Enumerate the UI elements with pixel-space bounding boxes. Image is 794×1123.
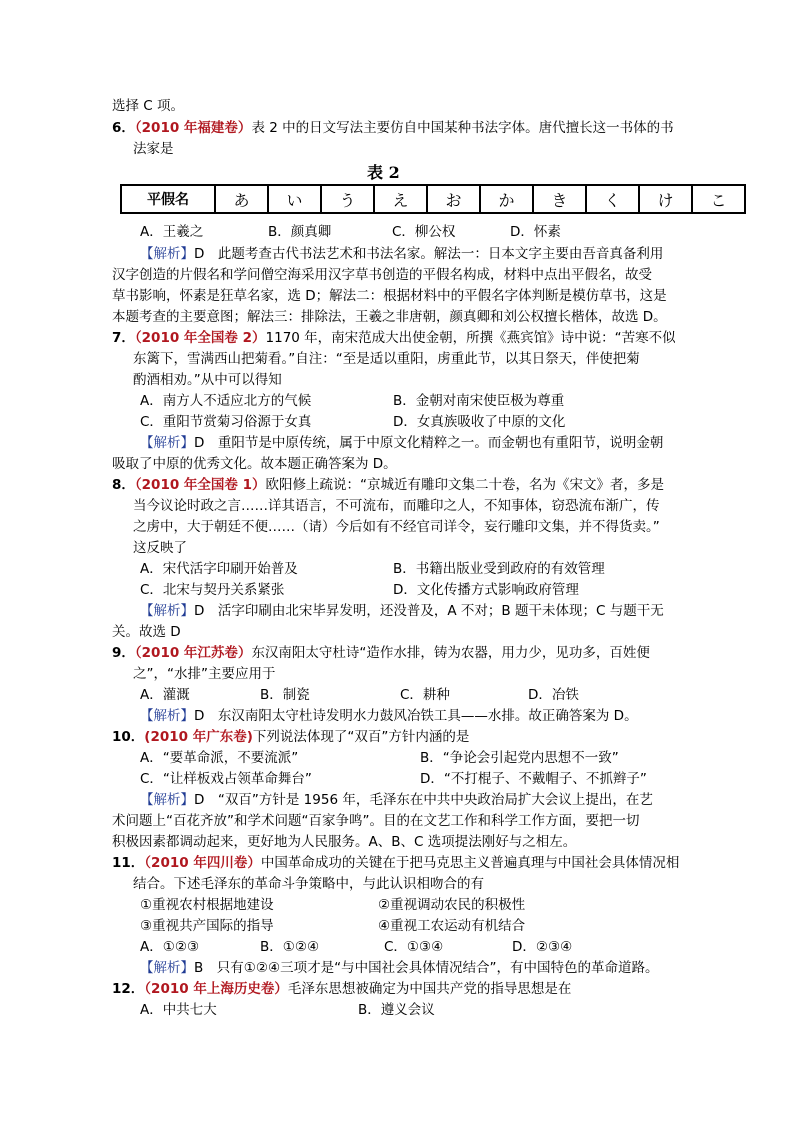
kana-header: 平假名 [147,192,189,208]
kana-cell: あ [215,185,268,213]
q11-analysis: 【解析】B 只有①②④三项才是“与中国社会具体情况结合”，有中国特色的革命道路。 [140,960,659,976]
q6-analysis: 【解析】D 此题考查古代书法艺术和书法名家。解法一：日本文字主要由吾音真备利用 [140,246,664,262]
source-tag: （2010 年江苏卷） [134,645,252,661]
kana-table [120,184,746,214]
question-7: 7．（2010 年全国卷 2）1170 年，南宋范成大出使金朝，所撰《燕宾馆》诗中说：“苦寒不似 [112,330,676,346]
kana-cell: く [586,185,639,213]
kana-cell: え [374,185,427,213]
prev-answer-tail: 选择 C 项。 [112,98,185,114]
source-tag: （2010 年上海历史卷） [144,981,288,997]
source-tag: （2010 年四川卷） [144,855,261,871]
kana-cell: こ [692,185,745,213]
question-11: 11．（2010 年四川卷）中国革命成功的关键在于把马克思主义普遍真理与中国社会具体情况相 [112,855,680,871]
question-9: 9．（2010 年江苏卷）东汉南阳太守杜诗“造作水排，铸为农器，用力少，见功多，百姓便 [112,645,650,661]
kana-cell: け [639,185,692,213]
q8-analysis: 【解析】D 活字印刷由北宋毕昇发明，还没普及，A 不对；B 题干未体现；C 与题干无 [140,603,664,619]
q10-analysis: 【解析】D “双百”方针是 1956 年，毛泽东在中共中央政治局扩大会议上提出，在艺 [140,792,653,808]
question-8: 8．（2010 年全国卷 1）欧阳修上疏说：“京城近有雕印文集二十卷，名为《宋文》者，多是 [112,477,665,493]
exam-page: 选择 C 项。 6．（2010 年福建卷）表 2 中的日文写法主要仿自中国某种书法字体。唐代擅长这一书体的书 法家是 表 2 平假名 あ い う え お か き く け こ A．王羲之 B．颜真卿 C．柳公权 D．怀素 【解析】D 此题考查古代书法艺术和书法名家。解法一：日本文字主要由吾音真备利用 汉字创造的片假名和学问僧空海采用汉字草书创造的平假名构成，材料中点出平假名，故受 草书影响，怀素是狂草名家，选 D；解法二：根据材料中的平假名字体判断是模仿草书，这是 本题考查的主要意图；解法三：排除法，王羲之非唐朝，颜真卿和刘公权擅长楷体，故选 D。 7．（2010 年全国卷 2）1170 年，南宋范成大出使金朝，所撰《燕宾馆》诗中说：“苦寒不似 东篱下，雪满西山把菊看。”自注：“至是适以重阳，虏重此节，以其日祭天，伴使把菊 酌酒相劝。”从中可以得知 A．南方人不适应北方的气候 B．金朝对南宋使臣极为尊重 C．重阳节赏菊习俗源于女真 D．女真族吸收了中原的文化 【解析】D 重阳节是中原传统，属于中原文化精粹之一。而金朝也有重阳节，说明金朝 吸取了中原的优秀文化。故本题正确答案为 D。 8．（2010 年全国卷 1）欧阳修上疏说：“京城近有雕印文集二十卷，名为《宋文》者，多是 当今议论时政之言……详其语言，不可流布，而雕印之人，不知事体，窃恐流布渐广，传 之虏中，大于朝廷不便……（请）今后如有不经官司详令，妄行雕印文集，并不得货卖。” 这反映了 A．宋代活字印刷开始普及 B．书籍出版业受到政府的有效管理 C．北宋与契丹关系紧张 D．文化传播方式影响政府管理 【解析】D 活字印刷由北宋毕昇发明，还没普及，A 不对；B 题干未体现；C 与题干无 关。故选 D 9．（2010 年江苏卷）东汉南阳太守杜诗“造作水排，铸为农器，用力少，见功多，百姓便 之”，“水排”主要应用于 A．灌溉 B．制瓷 C．耕种 D．冶铁 【解析】D 东汉南阳太守杜诗发明水力鼓风冶铁工具——水排。故正确答案为 D。 10．(2010 年广东卷)下列说法体现了“双百”方针内涵的是 A．“要革命派，不要流派” B．“争论会引起党内思想不一致” C．“让样板戏占领革命舞台” D．“不打棍子、不戴帽子、不抓辫子” 【解析】D “双百”方针是 1956 年，毛泽东在中共中央政治局扩大会议上提出，在艺 术问题上“百花齐放”和学术问题“百家争鸣”。目的在文艺工作和科学工作方面，要把一切 积极因素都调动起来，更好地为人民服务。A、B、C 选项提法刚好与之相左。 11．（2010 年四川卷）中国革命成功的关键在于把马克思主义普遍真理与中国社会具体情况相 结合。下述毛泽东的革命斗争策略中，与此认识相吻合的有 ①重视农村根据地建设 ②重视调动农民的积极性 ③重视共产国际的指导 ④重视工农运动有机结合 A．①②③ B．①②④ C．①③④ D．②③④ 【解析】B 只有①②④三项才是“与中国社会具体情况结合”，有中国特色的革命道路。 12．（2010 年上海历史卷）毛泽东思想被确定为中国共产党的指导思想是在 A．中共七大 B．遵义会议 [0,0,794,1123]
source-tag: （2010 年全国卷 2） [134,330,266,346]
question-10: 10．(2010 年广东卷)下列说法体现了“双百”方针内涵的是 [112,729,470,745]
kana-cell: い [268,185,321,213]
question-6: 6．（2010 年福建卷）表 2 中的日文写法主要仿自中国某种书法字体。唐代擅长这一书体的书 [112,120,674,136]
question-12: 12．（2010 年上海历史卷）毛泽东思想被确定为中国共产党的指导思想是在 [112,981,572,997]
table-caption: 表 2 [367,163,400,182]
kana-cell: か [480,185,533,213]
source-tag: (2010 年广东卷) [144,729,253,745]
q7-analysis: 【解析】D 重阳节是中原传统，属于中原文化精粹之一。而金朝也有重阳节，说明金朝 [140,435,664,451]
q9-analysis: 【解析】D 东汉南阳太守杜诗发明水力鼓风冶铁工具——水排。故正确答案为 D。 [140,708,638,724]
kana-cell: う [321,185,374,213]
source-tag: （2010 年全国卷 1） [134,477,266,493]
kana-cell: き [533,185,586,213]
source-tag: （2010 年福建卷） [134,120,252,136]
kana-cell: お [427,185,480,213]
